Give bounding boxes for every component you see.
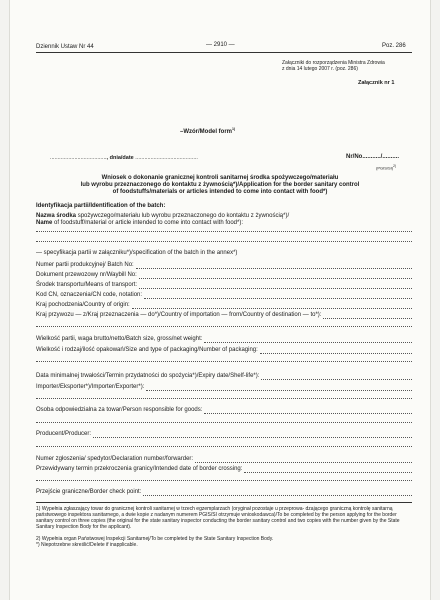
batch-spec-field: — specyfikacja partii w załączniku*)/specification of the batch in the annex*) xyxy=(36,250,238,256)
producer-field[interactable]: Producent/Producer: xyxy=(36,431,412,438)
country-fill-line[interactable] xyxy=(36,326,412,327)
name-field-line-1: Nazwa środka spożywczego/materiału lub wyrobu przeznaczonego do kontaktu z żywnością*)/ xyxy=(36,213,290,219)
country-import-field[interactable]: Kraj przywozu — z/Kraj przeznaczenia — do*)/Country of importation — from/Country of destination — to*): xyxy=(36,312,412,319)
border-checkpoint-field[interactable]: Przejście graniczne/Border check point: xyxy=(36,489,412,496)
country-origin-field[interactable]: Kraj pochodzenia/Country of origin: xyxy=(36,302,412,309)
name-field-line-2: Name of foodstuff/material or article intended to come into contact with food*): xyxy=(36,220,244,226)
date-line: ....................................., dnia/date ......................................... xyxy=(50,155,198,161)
cn-code-field[interactable]: Kod CN, oznaczenia/CN code, notation: xyxy=(36,292,412,299)
footnote-1: 1) Wypełnia zgłaszający towar do granicznej kontroli sanitarnej w trzech egzemplarzach (oryginał pozostaje u przeprowa- dzającego graniczną kontrolę sanitarną państwowego inspektora sanitarnego, a dwie kopie z nadanym numerem PGIS/SI otrzymuje wnioskodawca)/To be completed by the person applying for the border sanitary control on three copies (the original for the state sanitary inspector conducting the border sanitary control and two copies with the number given by the State Sanitary Inspection Body for the applicant). xyxy=(36,506,400,530)
footnote-2: 2) Wypełnia organ Państwowej Inspekcji Sanitarnej/To be completed by the State Sanitary Inspection Body. xyxy=(36,536,274,542)
form-title: –Wzór/Model form$^{1)}$ xyxy=(180,127,236,135)
form-page xyxy=(10,0,430,600)
batch-size-field[interactable]: Wielkość partii, waga brutto/netto/Batch size, gross/net weight: xyxy=(36,336,412,343)
importer-fill-line[interactable] xyxy=(36,398,412,399)
packaging-field[interactable]: Wielkość i rodzaj/ilość opakowań/Size and type of packaging/Number of packaging: xyxy=(36,347,412,354)
pgis-label: (PGIS/SI)$^{2)}$ xyxy=(376,164,397,171)
border-crossing-date-field[interactable]: Przewidywany termin przekroczenia granicy/Intended date of border crossing: xyxy=(36,466,412,473)
name-fill-line[interactable] xyxy=(36,231,412,232)
responsible-person-field[interactable]: Osoba odpowiedzialna za towar/Person responsible for goods: xyxy=(36,407,412,414)
form-number: Nr/No.........../.......... xyxy=(346,154,400,160)
responsible-fill-line[interactable] xyxy=(36,422,412,423)
producer-fill-line[interactable] xyxy=(36,446,412,447)
annex-line-1: Załączniki do rozporządzenia Ministra Zdrowia xyxy=(282,60,385,66)
crossing-fill-line[interactable] xyxy=(36,480,412,481)
packaging-fill-line[interactable] xyxy=(36,361,412,362)
transport-field[interactable]: Środek transportu/Means of transport: xyxy=(36,282,412,289)
title-line-3: of foodstuffs/materials or articles intended to come into contact with food*) xyxy=(112,189,328,195)
name-fill-line[interactable] xyxy=(36,241,412,242)
declaration-number-field[interactable]: Numer zgłoszenia/ spedytor/Declaration number/forwarder: xyxy=(36,456,412,463)
importer-field[interactable]: Importer/Eksporter*)/Importer/Exporter*): xyxy=(36,384,412,391)
section-heading: Identyfikacja partii/Identification of the batch: xyxy=(36,203,166,209)
expiry-date-field[interactable]: Data minimalnej trwałości/Termin przydatności do spożycia*)/Expiry date/Shelf-life*): xyxy=(36,373,412,380)
footnote-rule xyxy=(36,502,412,503)
annex-label: Załącznik nr 1 xyxy=(358,80,395,86)
header-rule xyxy=(36,52,412,53)
position-number: Poz. 286 xyxy=(382,43,406,49)
title-line-1: Wniosek o dokonanie granicznej kontroli sanitarnej środka spożywczego/materiału xyxy=(101,175,339,181)
journal-name: Dziennik Ustaw Nr 44 xyxy=(36,44,94,50)
title-line-2: lub wyrobu przeznaczonego do kontaktu z żywnością*)/Application for the border sanitary control xyxy=(80,182,360,188)
annex-line-2: z dnia 14 lutego 2007 r. (poz. 286) xyxy=(282,66,358,72)
batch-number-field[interactable]: Numer partii produkcyjnej/ Batch No: xyxy=(36,262,412,269)
footnote-3: *) Niepotrzebne skreślić/Delete if inapplicable. xyxy=(36,542,138,548)
page-number: — 2910 — xyxy=(206,42,235,48)
waybill-field[interactable]: Dokument przewozowy nr/Waybill No: xyxy=(36,272,412,279)
